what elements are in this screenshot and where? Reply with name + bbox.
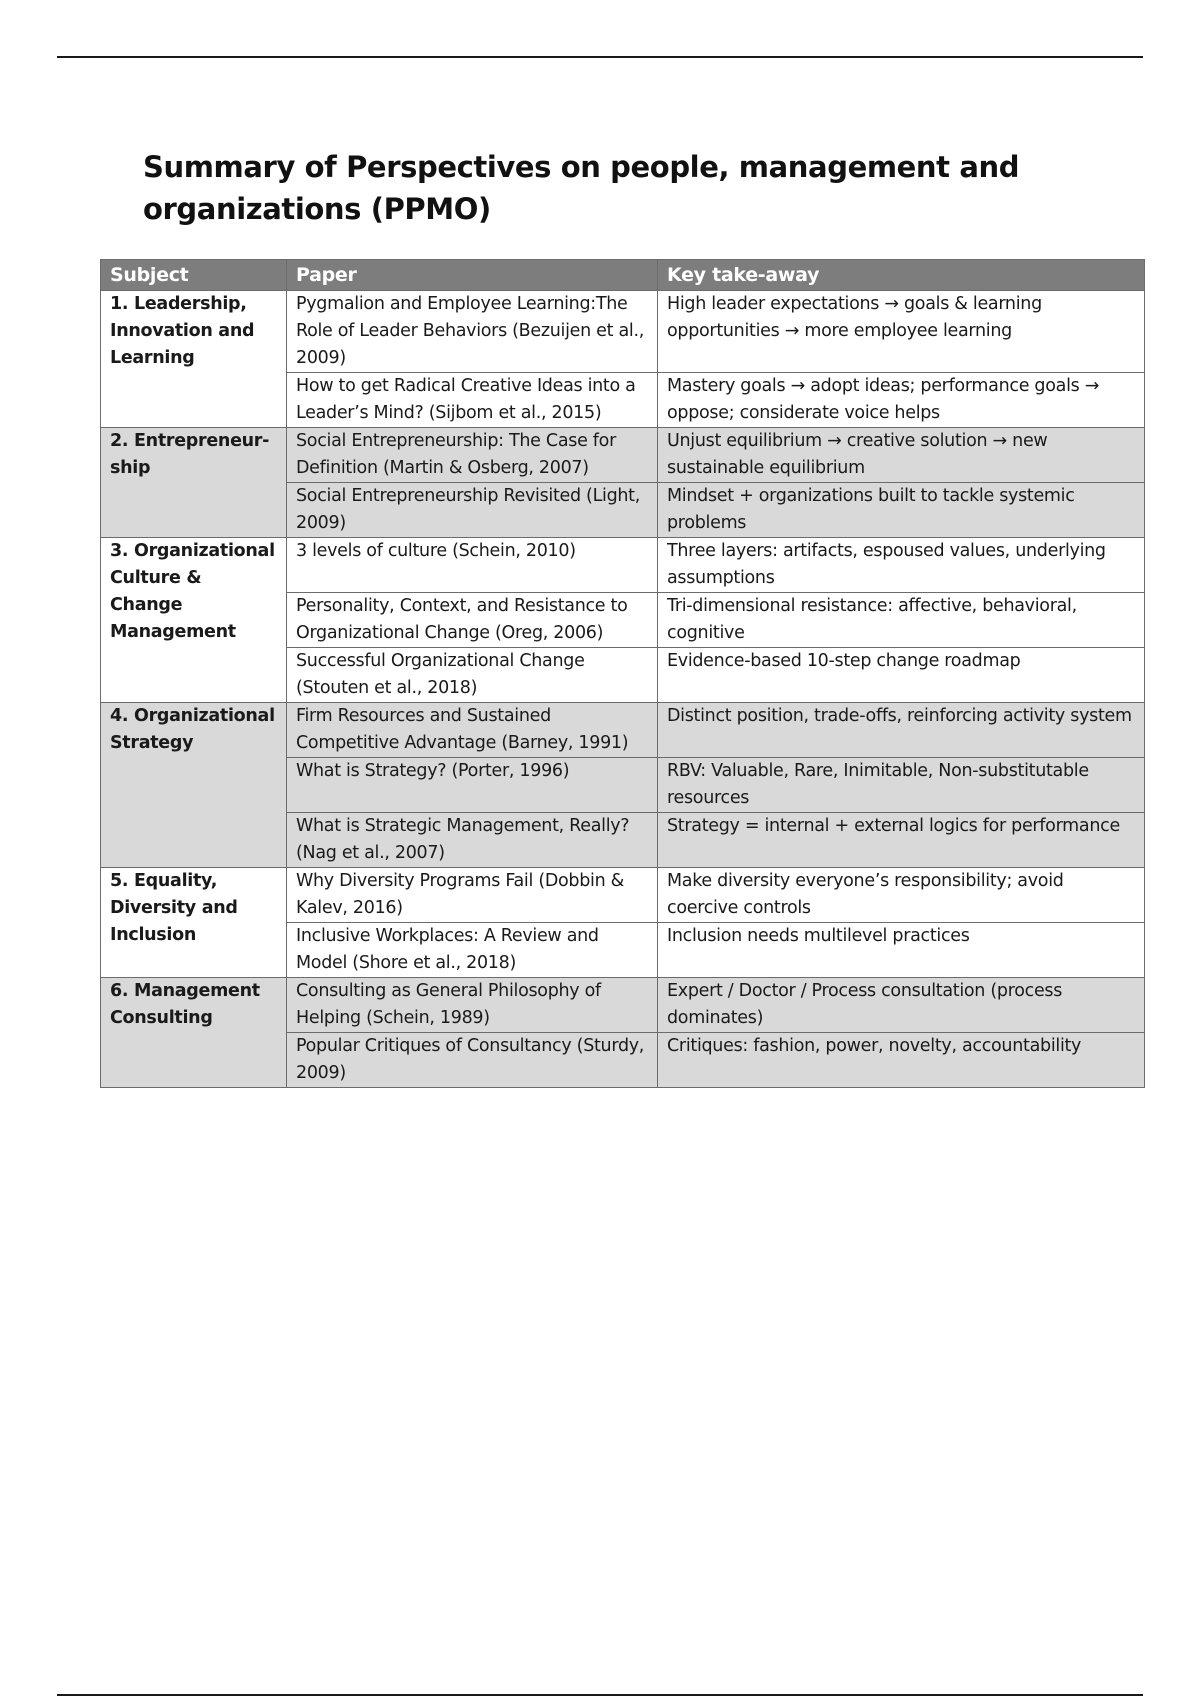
subject-cell: 6. Management Consulting — [101, 978, 287, 1088]
paper-cell: Popular Critiques of Consultancy (Sturdy, 2009) — [287, 1033, 658, 1088]
table-row — [101, 703, 1145, 758]
table-row — [101, 538, 1145, 593]
table-row — [101, 868, 1145, 923]
paper-cell: Personality, Context, and Resistance to Organizational Change (Oreg, 2006) — [287, 593, 658, 648]
takeaway-cell: Tri-dimensional resistance: affective, behavioral, cognitive — [658, 593, 1145, 648]
table-row — [101, 428, 1145, 483]
paper-cell: Pygmalion and Employee Learning:The Role of Leader Behaviors (Bezuijen et al., 2009) — [287, 291, 658, 373]
takeaway-cell: Critiques: fashion, power, novelty, accountability — [658, 1033, 1145, 1088]
table-row — [101, 291, 1145, 373]
subject-cell: 5. Equality, Diversity and Inclusion — [101, 868, 287, 978]
paper-cell: How to get Radical Creative Ideas into a Leader’s Mind? (Sijbom et al., 2015) — [287, 373, 658, 428]
bottom-rule — [57, 1694, 1143, 1696]
paper-cell: Social Entrepreneurship: The Case for Definition (Martin & Osberg, 2007) — [287, 428, 658, 483]
header-takeaway: Key take-away — [658, 260, 1145, 291]
paper-cell: What is Strategy? (Porter, 1996) — [287, 758, 658, 813]
header-paper: Paper — [287, 260, 658, 291]
paper-cell: Successful Organizational Change (Stouten et al., 2018) — [287, 648, 658, 703]
takeaway-cell: Distinct position, trade-offs, reinforcing activity system — [658, 703, 1145, 758]
takeaway-cell: Evidence-based 10-step change roadmap — [658, 648, 1145, 703]
paper-cell: 3 levels of culture (Schein, 2010) — [287, 538, 658, 593]
takeaway-cell: Inclusion needs multilevel practices — [658, 923, 1145, 978]
paper-cell: Social Entrepreneurship Revisited (Light, 2009) — [287, 483, 658, 538]
paper-cell: Consulting as General Philosophy of Helping (Schein, 1989) — [287, 978, 658, 1033]
takeaway-cell: RBV: Valuable, Rare, Inimitable, Non-substitutable resources — [658, 758, 1145, 813]
summary-table — [100, 259, 1145, 1088]
takeaway-cell: Mindset + organizations built to tackle systemic problems — [658, 483, 1145, 538]
page-title: Summary of Perspectives on people, management and organizations (PPMO) — [143, 150, 1020, 226]
takeaway-cell: Make diversity everyone’s responsibility; avoid coercive controls — [658, 868, 1145, 923]
takeaway-cell: Mastery goals → adopt ideas; performance goals → oppose; considerate voice helps — [658, 373, 1145, 428]
takeaway-cell: Unjust equilibrium → creative solution → new sustainable equilibrium — [658, 428, 1145, 483]
paper-cell: What is Strategic Management, Really? (Nag et al., 2007) — [287, 813, 658, 868]
top-rule — [57, 56, 1143, 58]
paper-cell: Inclusive Workplaces: A Review and Model (Shore et al., 2018) — [287, 923, 658, 978]
subject-cell: 4. Organizational Strategy — [101, 703, 287, 868]
header-subject: Subject — [101, 260, 287, 291]
paper-cell: Why Diversity Programs Fail (Dobbin & Kalev, 2016) — [287, 868, 658, 923]
subject-cell: 2. Entrepreneur-ship — [101, 428, 287, 538]
takeaway-cell: High leader expectations → goals & learning opportunities → more employee learning — [658, 291, 1145, 373]
takeaway-cell: Expert / Doctor / Process consultation (process dominates) — [658, 978, 1145, 1033]
takeaway-cell: Strategy = internal + external logics for performance — [658, 813, 1145, 868]
table-row — [101, 978, 1145, 1033]
subject-cell: 3. Organizational Culture & Change Management — [101, 538, 287, 703]
table-header-row — [101, 260, 1145, 291]
subject-cell: 1. Leadership, Innovation and Learning — [101, 291, 287, 428]
takeaway-cell: Three layers: artifacts, espoused values, underlying assumptions — [658, 538, 1145, 593]
paper-cell: Firm Resources and Sustained Competitive Advantage (Barney, 1991) — [287, 703, 658, 758]
